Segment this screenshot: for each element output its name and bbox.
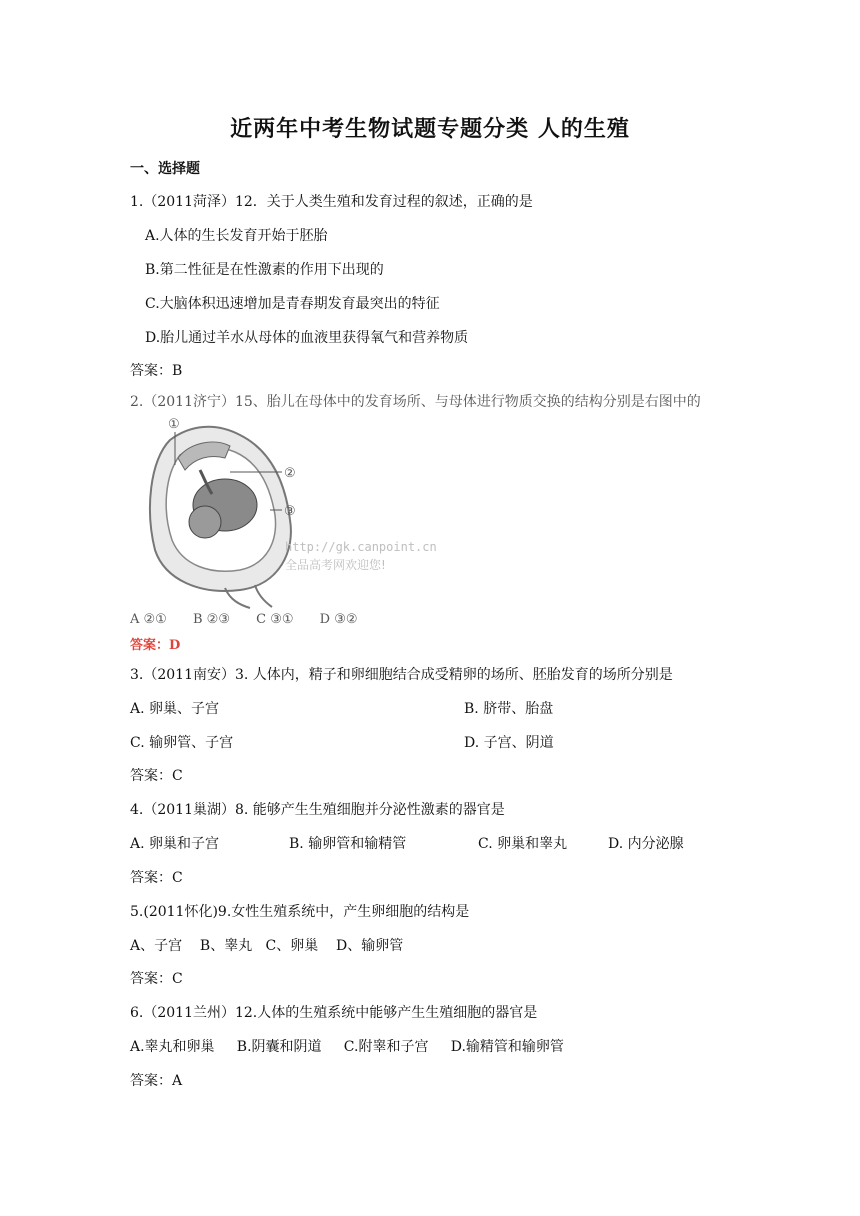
label-2: ② bbox=[284, 466, 296, 481]
q1-option-b: B.第二性征是在性激素的作用下出现的 bbox=[145, 262, 384, 278]
q5-stem: 5.(2011怀化)9.女性生殖系统中，产生卵细胞的结构是 bbox=[130, 904, 470, 920]
q2-stem: 2.（2011济宁）15、胎儿在母体中的发育场所、与母体进行物质交换的结构分别是右图中的 bbox=[130, 394, 701, 410]
q4-stem: 4.（2011巢湖）8. 能够产生生殖细胞并分泌性激素的器官是 bbox=[130, 802, 505, 818]
page-title: 近两年中考生物试题专题分类 人的生殖 bbox=[230, 116, 630, 142]
watermark-text: 全品高考网欢迎您! bbox=[285, 558, 386, 572]
q4-option-d: D. 内分泌腺 bbox=[608, 836, 684, 852]
q1-option-d: D.胎儿通过羊水从母体的血液里获得氧气和营养物质 bbox=[145, 330, 469, 346]
q4-option-b: B. 输卵管和输精管 bbox=[289, 836, 407, 852]
q3-answer: 答案：C bbox=[130, 768, 183, 784]
q3-option-c: C. 输卵管、子宫 bbox=[130, 735, 234, 751]
q4-option-a: A. 卵巢和子宫 bbox=[130, 836, 220, 852]
q6-answer: 答案：A bbox=[130, 1073, 183, 1089]
q5-answer: 答案：C bbox=[130, 971, 183, 987]
q6-stem: 6.（2011兰州）12.人体的生殖系统中能够产生生殖细胞的器官是 bbox=[130, 1005, 538, 1021]
q1-answer: 答案：B bbox=[130, 363, 183, 379]
q3-option-b: B. 脐带、胎盘 bbox=[464, 701, 554, 717]
q3-stem: 3.（2011南安）3. 人体内，精子和卵细胞结合成受精卵的场所、胚胎发育的场所分别是 bbox=[130, 667, 673, 683]
q4-answer: 答案：C bbox=[130, 870, 183, 886]
q3-option-d: D. 子宫、阴道 bbox=[464, 735, 554, 751]
q2-option-d: D ③② bbox=[319, 612, 358, 627]
watermark-url: http://gk.canpoint.cn bbox=[285, 540, 437, 554]
label-1: ① bbox=[168, 417, 180, 432]
label-3: ③ bbox=[284, 504, 296, 519]
fetus-in-uterus-diagram bbox=[130, 410, 470, 610]
q2-answer: 答案：D bbox=[130, 638, 181, 653]
q3-option-a: A. 卵巢、子宫 bbox=[130, 701, 220, 717]
q2-option-b: B ②③ bbox=[192, 612, 230, 627]
q1-option-c: C.大脑体积迅速增加是青春期发育最突出的特征 bbox=[145, 296, 440, 312]
q2-option-c: C ③① bbox=[256, 612, 294, 627]
q1-stem: 1.（2011菏泽）12．关于人类生殖和发育过程的叙述，正确的是 bbox=[130, 194, 533, 210]
q1-option-a: A.人体的生长发育开始于胚胎 bbox=[145, 228, 328, 244]
q2-option-a: A ②① bbox=[130, 612, 167, 627]
q2-options bbox=[130, 612, 380, 627]
q6-options: A.睾丸和卵巢 B.阴囊和阴道 C.附睾和子宫 D.输精管和输卵管 bbox=[130, 1039, 564, 1055]
q5-options: A、子宫 B、睾丸 C、卵巢 D、输卵管 bbox=[130, 938, 404, 954]
section-heading: 一、选择题 bbox=[130, 161, 200, 177]
q4-option-c: C. 卵巢和睾丸 bbox=[478, 836, 568, 852]
